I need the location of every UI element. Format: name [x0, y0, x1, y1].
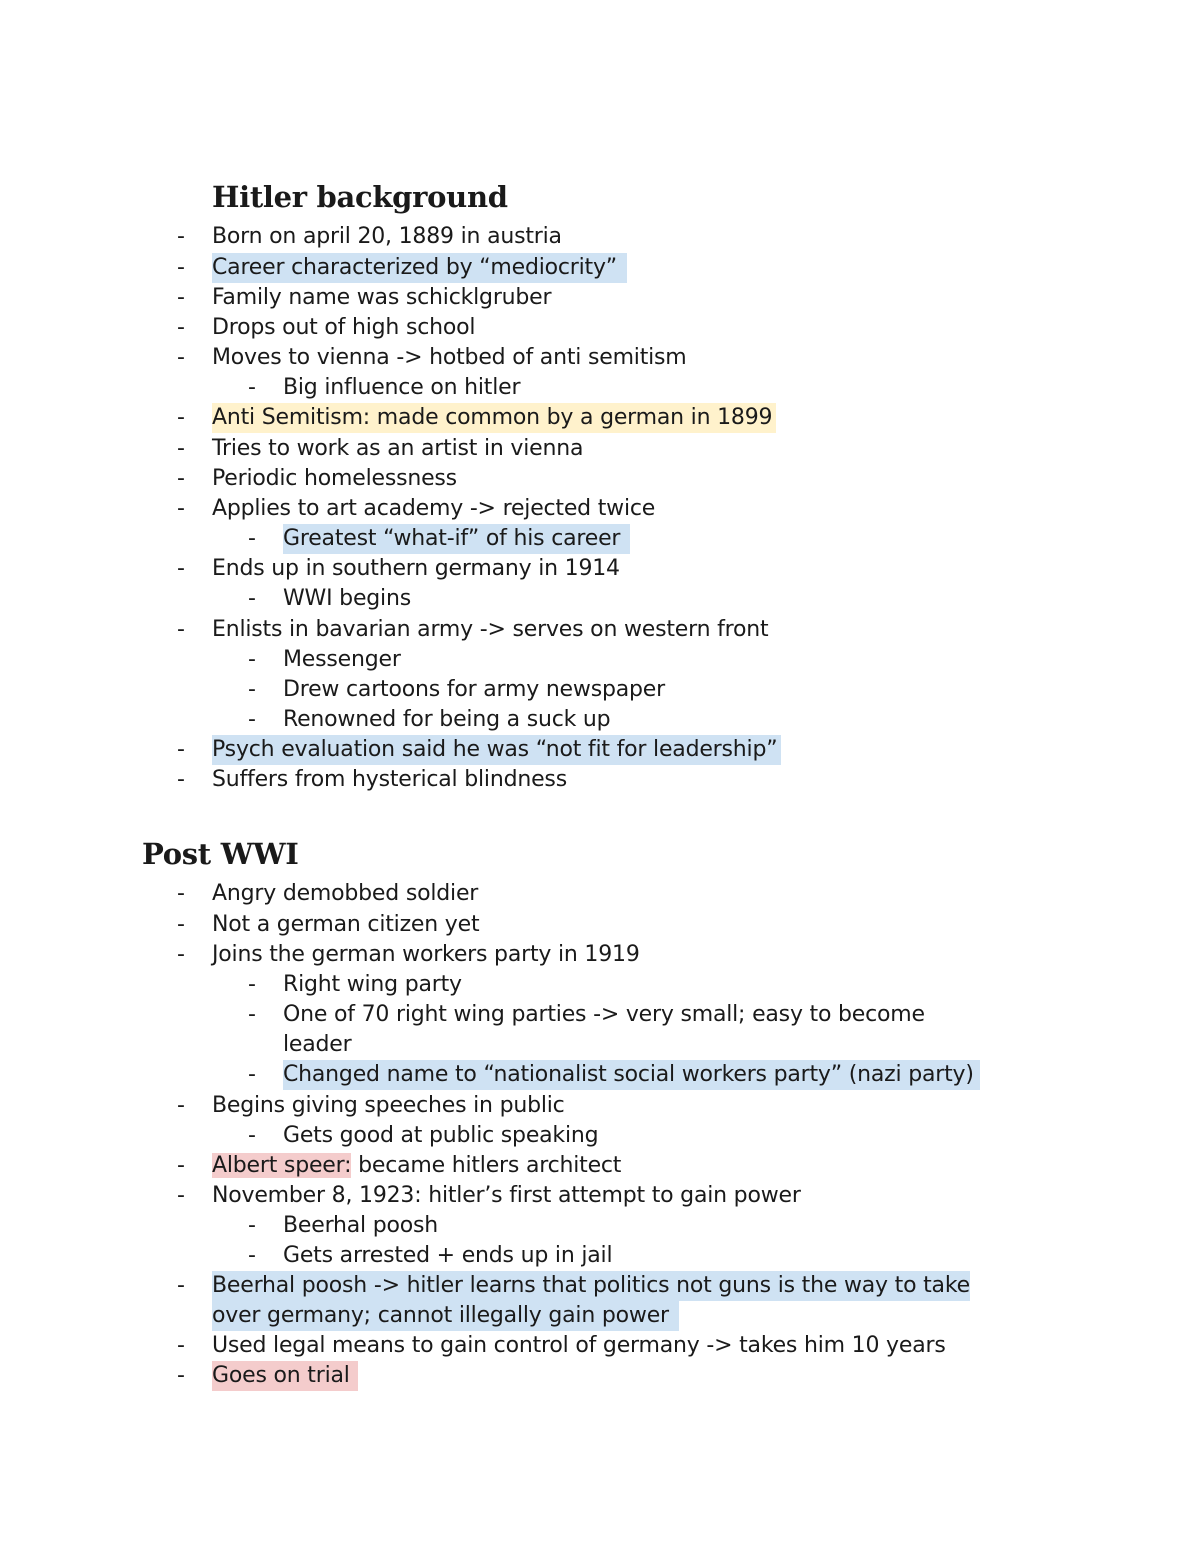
- bullet-dash: -: [248, 375, 256, 400]
- bullet-dash: -: [177, 255, 185, 280]
- bullet-dash: -: [177, 496, 185, 521]
- highlighted-text: Changed name to “nationalist social workers party” (nazi party): [283, 1060, 980, 1090]
- bullet-dash: -: [177, 767, 185, 792]
- section-heading-post-wwi: Post WWI: [142, 837, 299, 871]
- bullet-dash: -: [177, 224, 185, 249]
- bullet-dash: -: [177, 315, 185, 340]
- bullet-dash: -: [177, 1363, 185, 1388]
- highlighted-text: Beerhal poosh -> hitler learns that politics not guns is the way to take: [212, 1271, 970, 1301]
- document-page: Hitler background - Born on april 20, 1889 in austria - Career characterized by “mediocrity” - Family name was schicklgruber - Drops out of high school - Moves to vienna -> hotbed of anti semitism - Big influence on hitler - Anti Semitism: made common by a german in 1899 - Tries to work as an artist in vienna - Periodic homelessness - Applies to art academy -> rejected twice - Greatest “what-if” of his career - Ends up in southern germany in 1914 - WWI begins - Enlists in bavarian army -> serves on western front - Messenger - Drew cartoons for army newspaper - Renowned for being a suck up - Psych evaluation said he was “not fit for leadership” - Suffers from hysterical blindness Post WWI - Angry demobbed soldier - Not a german citizen yet - Joins the german workers party in 1919 - Right wing party - One of 70 right wing parties -> very small; easy to become leader - Changed name to “nationalist social workers party” (nazi party) - Begins giving speeches in public - Gets good at public speaking - Albert speer: became hitlers architect - November 8, 1923: hitler’s first attempt to gain power - Beerhal poosh - Gets arrested + ends up in jail - Beerhal poosh -> hitler learns that politics not guns is the way to take over germany; cannot illegally gain power - Used legal means to gain control of germany -> takes him 10 years - Goes on trial: [0, 0, 1200, 1553]
- bullet-dash: -: [248, 1002, 256, 1027]
- bullet-dash: -: [248, 677, 256, 702]
- bullet-dash: -: [177, 345, 185, 370]
- bullet-dash: -: [248, 1123, 256, 1148]
- bullet-dash: -: [177, 881, 185, 906]
- bullet-dash: -: [177, 1273, 185, 1298]
- bullet-dash: -: [248, 1213, 256, 1238]
- bullet-dash: -: [177, 912, 185, 937]
- bullet-dash: -: [177, 1093, 185, 1118]
- bullet-dash: -: [177, 556, 185, 581]
- bullet-dash: -: [248, 972, 256, 997]
- bullet-dash: -: [177, 285, 185, 310]
- bullet-dash: -: [177, 737, 185, 762]
- bullet-dash: -: [177, 405, 185, 430]
- bullet-dash: -: [177, 942, 185, 967]
- bullet-dash: -: [177, 1183, 185, 1208]
- section-heading-hitler-background: Hitler background: [212, 180, 508, 214]
- highlighted-text: Anti Semitism: made common by a german in 1899: [212, 403, 776, 433]
- bullet-dash: -: [177, 466, 185, 491]
- highlighted-text: Psych evaluation said he was “not fit for leadership”: [212, 735, 781, 765]
- bullet-dash: -: [248, 1243, 256, 1268]
- bullet-dash: -: [248, 707, 256, 732]
- bullet-dash: -: [248, 586, 256, 611]
- bullet-dash: -: [248, 647, 256, 672]
- list-item-continuation: leader: [283, 1032, 352, 1057]
- highlighted-text: Greatest “what-if” of his career: [283, 524, 630, 554]
- highlighted-text-continuation: over germany; cannot illegally gain power: [212, 1301, 679, 1331]
- highlighted-text: Albert speer:: [212, 1153, 352, 1178]
- bullet-dash: -: [177, 1333, 185, 1358]
- bullet-dash: -: [177, 436, 185, 461]
- bullet-dash: -: [248, 526, 256, 551]
- highlighted-text: Career characterized by “mediocrity”: [212, 253, 627, 283]
- bullet-dash: -: [177, 1153, 185, 1178]
- bullet-dash: -: [248, 1062, 256, 1087]
- highlighted-text: Goes on trial: [212, 1361, 358, 1391]
- bullet-dash: -: [177, 617, 185, 642]
